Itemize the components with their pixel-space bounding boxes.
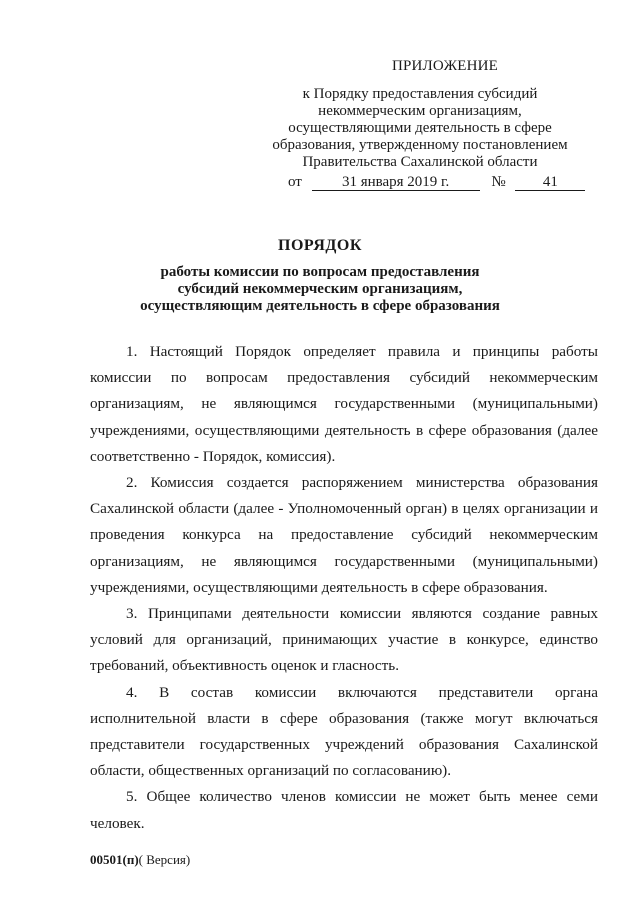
- document-version: ( Версия): [138, 852, 191, 867]
- paragraph-4: 4. В состав комиссии включаются представители органа исполнительной власти в сфере образования (также могут включаться представители государственных учреждений образования Сахалинской области, общественных организаций по согласованию).: [90, 683, 598, 780]
- number-prefix: №: [491, 174, 506, 190]
- appendix-header: [0, 58, 640, 190]
- appendix-line: к Порядку предоставления субсидий: [302, 86, 538, 102]
- order-subtitle: [0, 264, 640, 315]
- appendix-line: Правительства Сахалинской области: [302, 154, 538, 170]
- document-body: [90, 339, 598, 837]
- appendix-line: образования, утвержденному постановлением: [272, 137, 568, 153]
- date-prefix: от: [288, 174, 302, 190]
- document-code: 00501(п): [90, 852, 139, 867]
- paragraph-3: 3. Принципами деятельности комиссии являются создание равных условий для организаций, принимающих участие в конкурсе, единство требований, объективность оценок и гласность.: [90, 605, 598, 675]
- appendix-line: некоммерческим организациям,: [318, 103, 522, 119]
- date-value: 31 января 2019 г.: [312, 175, 480, 191]
- appendix-text: [0, 86, 640, 171]
- order-title: ПОРЯДОК: [278, 237, 362, 254]
- order-subtitle-line: субсидий некоммерческим организациям,: [177, 281, 463, 297]
- order-subtitle-line: работы комиссии по вопросам предоставления: [160, 264, 480, 280]
- appendix-title: ПРИЛОЖЕНИЕ: [391, 58, 499, 74]
- paragraph-2: 2. Комиссия создается распоряжением министерства образования Сахалинской области (далее - Уполномоченный орган) в целях организации и проведения конкурса на предоставление субсидий некоммерческим организациям, не являющимся государственными (муниципальными) учреждениями, осуществляющими деятельность в сфере образования.: [90, 474, 598, 596]
- paragraph-1: 1. Настоящий Порядок определяет правила и принципы работы комиссии по вопросам предоставления субсидий некоммерческим организациям, не являющимся государственными (муниципальными) учреждениями, осуществляющими деятельность в сфере образования (далее соответственно - Порядок, комиссия).: [90, 343, 598, 465]
- paragraph-5: 5. Общее количество членов комиссии не может быть менее семи человек.: [90, 788, 598, 832]
- document-footer: [90, 852, 190, 868]
- number-value: 41: [515, 175, 585, 191]
- order-subtitle-line: осуществляющим деятельность в сфере образования: [140, 298, 500, 314]
- appendix-date-line: [288, 174, 585, 191]
- appendix-line: осуществляющими деятельность в сфере: [288, 120, 552, 136]
